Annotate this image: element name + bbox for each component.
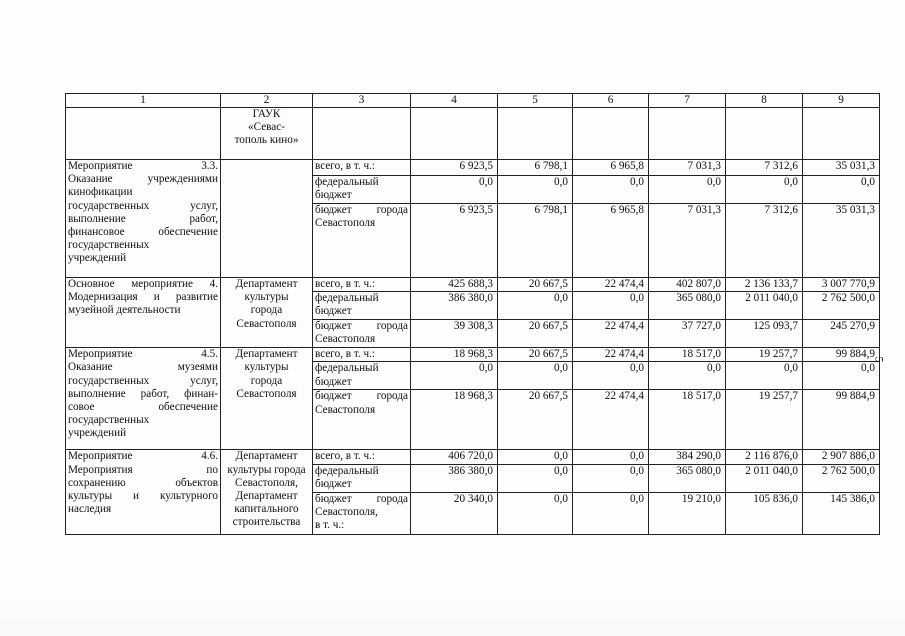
value-cell: 18 968,3 xyxy=(411,390,498,450)
value-cell: 2 116 876,0 xyxy=(726,450,803,464)
column-number: 6 xyxy=(573,94,649,108)
executor-line: капитального xyxy=(234,503,299,516)
funding-source-line: федеральный xyxy=(315,362,379,375)
value-cell: 105 836,0 xyxy=(726,492,803,534)
column-number: 5 xyxy=(498,94,573,108)
funding-source-line: федеральный xyxy=(315,464,379,477)
value-cell: 406 720,0 xyxy=(411,450,498,464)
empty-cell xyxy=(803,108,880,160)
executor-cell xyxy=(221,160,313,278)
funding-source-cell: всего, в т. ч.: xyxy=(313,348,411,362)
empty-cell xyxy=(573,108,649,160)
column-number: 7 xyxy=(649,94,726,108)
value-cell: 18 968,3 xyxy=(411,348,498,362)
value-cell: 20 667,5 xyxy=(498,278,573,292)
funding-source-line: бюджет города xyxy=(315,204,408,216)
value-cell: 20 667,5 xyxy=(498,348,573,362)
table-row xyxy=(66,108,880,160)
funding-source-cell xyxy=(313,320,411,348)
value-cell: 0,0 xyxy=(803,176,880,204)
value-cell: 365 080,0 xyxy=(649,292,726,320)
value-cell: 0,0 xyxy=(573,450,649,464)
activity-title-line: Оказание музеями xyxy=(68,361,218,374)
value-cell: 386 380,0 xyxy=(411,292,498,320)
empty-cell xyxy=(66,108,221,160)
value-cell: 0,0 xyxy=(803,362,880,390)
column-number: 3 xyxy=(313,94,411,108)
executor-line: Департамент xyxy=(235,278,298,290)
funding-source-cell xyxy=(313,390,411,450)
value-cell: 19 257,7 xyxy=(726,390,803,450)
executor-line: культуры xyxy=(244,291,289,304)
table-row xyxy=(66,278,880,292)
funding-source-cell xyxy=(313,292,411,320)
value-cell: 6 798,1 xyxy=(498,204,573,278)
value-cell: 6 965,8 xyxy=(573,204,649,278)
activity-title-line: Мероприятия по xyxy=(68,463,218,476)
value-cell: 0,0 xyxy=(498,292,573,320)
value-cell: 0,0 xyxy=(649,362,726,390)
page-number: 5 xyxy=(872,356,887,363)
value-cell: 386 380,0 xyxy=(411,464,498,492)
activity-title-line: Мероприятие 4.6. xyxy=(68,450,218,463)
value-cell: 245 270,9 xyxy=(803,320,880,348)
value-cell: 0,0 xyxy=(498,362,573,390)
value-cell: 22 474,4 xyxy=(573,278,649,292)
activity-title-line: музейной деятельности xyxy=(68,304,181,317)
funding-source-cell xyxy=(313,362,411,390)
value-cell: 0,0 xyxy=(498,176,573,204)
value-cell: 402 807,0 xyxy=(649,278,726,292)
value-cell: 425 688,3 xyxy=(411,278,498,292)
funding-source-line: Севастополя xyxy=(315,217,376,230)
value-cell: 35 031,3 xyxy=(803,160,880,176)
funding-source-line: федеральный xyxy=(315,292,379,305)
activity-title-line: государственных услуг, xyxy=(68,374,218,387)
empty-cell xyxy=(313,108,411,160)
value-cell: 145 386,0 xyxy=(803,492,880,534)
funding-source-line: бюджет xyxy=(315,305,352,318)
funding-source-line: Севастополя xyxy=(315,333,376,346)
funding-source-line: Севастополя, xyxy=(315,505,378,518)
funding-source-cell xyxy=(313,464,411,492)
activity-title-line: государственных услуг, xyxy=(68,199,218,212)
value-cell: 22 474,4 xyxy=(573,320,649,348)
activity-title-line: сохранению объектов xyxy=(68,476,218,489)
value-cell: 0,0 xyxy=(573,292,649,320)
value-cell: 0,0 xyxy=(573,362,649,390)
executor-line: ГАУК xyxy=(252,108,281,120)
funding-source-line: Севастополя xyxy=(315,403,376,416)
funding-source-line: бюджет города xyxy=(315,320,408,333)
funding-source-cell: всего, в т. ч.: xyxy=(313,160,411,176)
value-cell: 0,0 xyxy=(726,176,803,204)
activity-title-line: совое обеспечение xyxy=(68,401,218,414)
value-cell: 125 093,7 xyxy=(726,320,803,348)
value-cell: 0,0 xyxy=(573,464,649,492)
value-cell: 0,0 xyxy=(498,464,573,492)
value-cell: 19 257,7 xyxy=(726,348,803,362)
executor-line: тополь кино» xyxy=(234,134,299,147)
value-cell: 7 031,3 xyxy=(649,204,726,278)
value-cell: 365 080,0 xyxy=(649,464,726,492)
value-cell: 0,0 xyxy=(726,362,803,390)
value-cell: 19 210,0 xyxy=(649,492,726,534)
value-cell: 22 474,4 xyxy=(573,348,649,362)
value-cell: 3 007 770,9 xyxy=(803,278,880,292)
activity-title-line: государственных xyxy=(68,239,150,252)
activity-title-line: наследия xyxy=(68,503,112,516)
value-cell: 6 798,1 xyxy=(498,160,573,176)
activity-title-line: кинофикации xyxy=(68,186,133,199)
activity-title-line: Модернизация и развитие xyxy=(68,291,218,304)
table-row xyxy=(66,450,880,464)
value-cell: 0,0 xyxy=(649,176,726,204)
activity-title-cell xyxy=(66,450,221,534)
funding-source-line: бюджет xyxy=(315,189,352,202)
executor-line: города xyxy=(250,304,283,317)
executor-cell xyxy=(221,450,313,534)
column-number: 1 xyxy=(66,94,221,108)
value-cell: 7 312,6 xyxy=(726,160,803,176)
value-cell: 6 965,8 xyxy=(573,160,649,176)
value-cell: 2 136 133,7 xyxy=(726,278,803,292)
value-cell: 18 517,0 xyxy=(649,348,726,362)
funding-source-cell xyxy=(313,176,411,204)
value-cell: 37 727,0 xyxy=(649,320,726,348)
executor-line: строительства xyxy=(232,516,301,529)
value-cell: 6 923,5 xyxy=(411,160,498,176)
executor-line: Департамент xyxy=(235,348,298,361)
scan-background xyxy=(0,596,905,636)
value-cell: 99 884,9 xyxy=(803,348,880,362)
value-cell: 2 011 040,0 xyxy=(726,292,803,320)
column-number: 9 xyxy=(803,94,880,108)
executor-line: Севастополя xyxy=(236,387,297,400)
column-number: 2 xyxy=(221,94,313,108)
activity-title-cell xyxy=(66,348,221,450)
value-cell: 0,0 xyxy=(573,176,649,204)
value-cell: 0,0 xyxy=(498,492,573,534)
value-cell: 0,0 xyxy=(573,492,649,534)
activity-title-line: Основное мероприятие 4. xyxy=(68,278,218,290)
activity-title-line: культуры и культурного xyxy=(68,490,218,503)
funding-source-cell xyxy=(313,204,411,278)
funding-source-line: федеральный xyxy=(315,176,379,188)
value-cell: 22 474,4 xyxy=(573,390,649,450)
executor-cell xyxy=(221,108,313,160)
executor-line: Севастополя xyxy=(236,317,297,330)
executor-cell xyxy=(221,348,313,450)
column-number: 4 xyxy=(411,94,498,108)
column-number-row xyxy=(66,94,880,108)
funding-source-line: бюджет xyxy=(315,477,352,490)
activity-title-cell xyxy=(66,278,221,348)
value-cell: 0,0 xyxy=(411,362,498,390)
value-cell: 2 011 040,0 xyxy=(726,464,803,492)
executor-line: культуры xyxy=(244,361,289,374)
value-cell: 6 923,5 xyxy=(411,204,498,278)
value-cell: 20 667,5 xyxy=(498,320,573,348)
funding-source-line: бюджет города xyxy=(315,390,408,403)
activity-title-line: учреждений xyxy=(68,252,127,265)
activity-title-line: выполнение работ, xyxy=(68,212,218,225)
executor-line: «Севас- xyxy=(248,121,285,134)
executor-line: Севастополя, xyxy=(235,476,298,489)
executor-line: города xyxy=(250,374,283,387)
value-cell: 20 340,0 xyxy=(411,492,498,534)
empty-cell xyxy=(411,108,498,160)
activity-title-line: учреждений xyxy=(68,427,127,440)
value-cell: 20 667,5 xyxy=(498,390,573,450)
value-cell: 0,0 xyxy=(411,176,498,204)
value-cell: 0,0 xyxy=(498,450,573,464)
table-row xyxy=(66,160,880,176)
activity-title-line: Мероприятие 4.5. xyxy=(68,348,218,361)
executor-line: культуры города xyxy=(227,463,306,476)
empty-cell xyxy=(649,108,726,160)
empty-cell xyxy=(498,108,573,160)
activity-title-cell xyxy=(66,160,221,278)
executor-cell xyxy=(221,278,313,348)
activity-title-line: государственных xyxy=(68,414,150,427)
column-number: 8 xyxy=(726,94,803,108)
value-cell: 39 308,3 xyxy=(411,320,498,348)
value-cell: 7 312,6 xyxy=(726,204,803,278)
value-cell: 2 762 500,0 xyxy=(803,464,880,492)
value-cell: 18 517,0 xyxy=(649,390,726,450)
executor-line: Департамент xyxy=(235,490,298,503)
activity-title-line: выполнение работ, финан- xyxy=(68,387,218,400)
activity-title-line: Оказание учреждениями xyxy=(68,173,218,186)
activity-title-line: Мероприятие 3.3. xyxy=(68,160,218,172)
value-cell: 35 031,3 xyxy=(803,204,880,278)
value-cell: 99 884,9 xyxy=(803,390,880,450)
table-row xyxy=(66,348,880,362)
funding-source-cell: всего, в т. ч.: xyxy=(313,278,411,292)
funding-source-cell xyxy=(313,492,411,534)
value-cell: 384 290,0 xyxy=(649,450,726,464)
value-cell: 7 031,3 xyxy=(649,160,726,176)
funding-source-line: бюджет xyxy=(315,375,352,388)
value-cell: 2 907 886,0 xyxy=(803,450,880,464)
value-cell: 2 762 500,0 xyxy=(803,292,880,320)
activity-title-line: финансовое обеспечение xyxy=(68,226,218,239)
funding-source-line: в т. ч.: xyxy=(315,519,345,532)
empty-cell xyxy=(726,108,803,160)
executor-line: Департамент xyxy=(235,450,298,463)
funding-source-line: бюджет города xyxy=(315,492,408,505)
funding-source-cell: всего, в т. ч.: xyxy=(313,450,411,464)
budget-table xyxy=(65,93,880,535)
